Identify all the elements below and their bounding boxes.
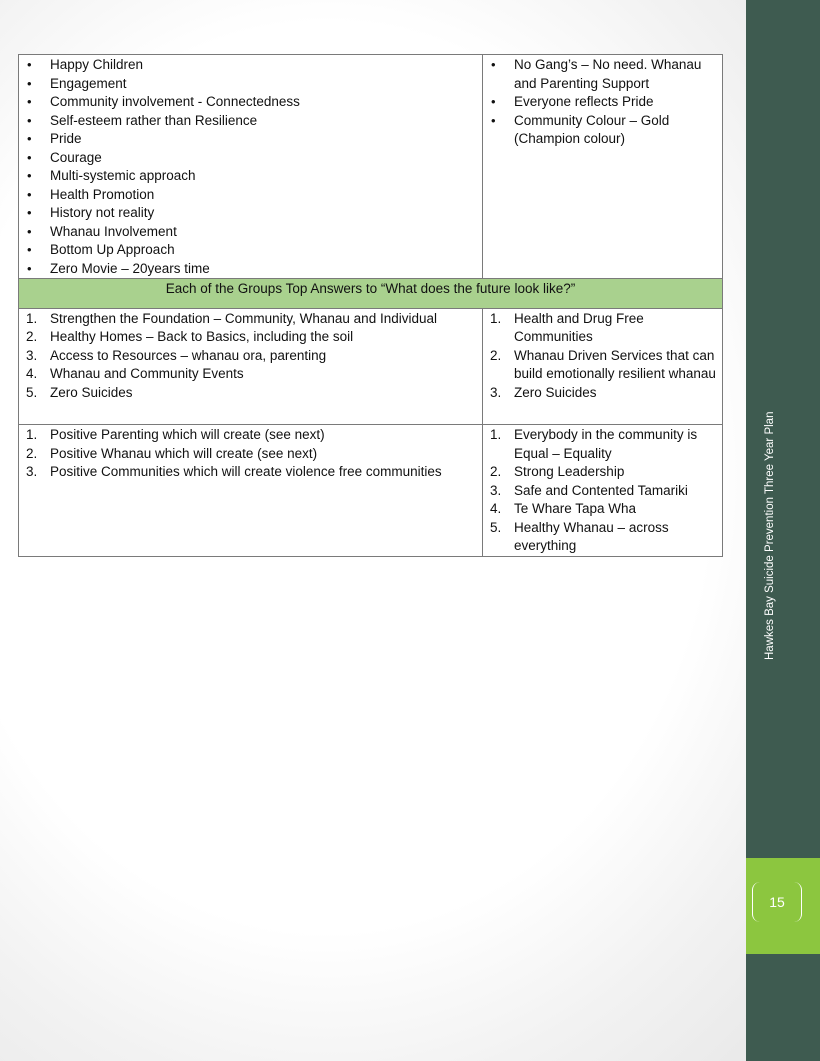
page-number: 15 [752, 882, 802, 922]
list-item-text: Whanau Driven Services that can build emotionally resilient whanau [514, 347, 716, 381]
list-item: • Zero Movie – 20years time [23, 260, 478, 279]
list-item: • Happy Children [23, 56, 478, 75]
list-item [487, 463, 718, 482]
list-number: 1. [490, 310, 502, 326]
list-number: 2. [490, 464, 502, 479]
list-item-text: Positive Parenting which will create (see next) [50, 427, 325, 442]
list-item: • Health Promotion [23, 186, 478, 205]
bullet-list [23, 56, 478, 278]
list-number: 1. [26, 310, 38, 326]
table-row [19, 279, 723, 309]
list-item: • Self-esteem rather than Resilience [23, 112, 478, 131]
list-item: • Courage [23, 149, 478, 168]
list-number: 2. [26, 445, 38, 461]
list-item [487, 482, 718, 501]
list-item: • Engagement [23, 75, 478, 94]
bullet-list [487, 56, 718, 149]
list-item [23, 445, 478, 464]
future-table [18, 54, 723, 557]
list-item [487, 384, 718, 403]
list-item-text: Safe and Contented Tamariki [514, 482, 688, 498]
list-item-text: Everybody in the community is Equal – Equality [514, 427, 698, 461]
list-item [23, 365, 478, 384]
list-item: • No Gang’s – No need. Whanau and Parenting Support [487, 56, 718, 93]
table-cell [483, 308, 723, 425]
document-title: Hawkes Bay Suicide Prevention Three Year Plan [764, 411, 776, 660]
list-number: 2. [26, 329, 38, 344]
list-number: 4. [490, 501, 502, 516]
list-number: 3. [26, 347, 38, 363]
list-item [487, 500, 718, 519]
list-number: 1. [490, 427, 502, 442]
table-row [19, 308, 723, 425]
list-number: 3. [490, 482, 502, 498]
list-item: • Whanau Involvement [23, 223, 478, 242]
list-number: 3. [26, 464, 38, 479]
list-item-text: Healthy Whanau – across everything [514, 519, 669, 553]
list-item [487, 519, 718, 556]
list-item: • Community Colour – Gold (Champion colour) [487, 112, 718, 149]
list-item [487, 310, 718, 347]
list-item-text: Access to Resources – whanau ora, parenting [50, 347, 327, 363]
list-item: • History not reality [23, 204, 478, 223]
list-item-text: Healthy Homes – Back to Basics, including the soil [50, 329, 354, 344]
list-item [23, 463, 478, 482]
numbered-list [487, 310, 718, 403]
list-item [23, 384, 478, 403]
list-number: 1. [26, 427, 38, 442]
list-item [23, 426, 478, 445]
numbered-list [487, 426, 718, 556]
list-item [487, 347, 718, 384]
list-number: 4. [26, 366, 38, 381]
list-item [23, 328, 478, 347]
table-row [19, 55, 723, 279]
list-item [487, 426, 718, 463]
list-item: • Community involvement - Connectedness [23, 93, 478, 112]
list-number: 3. [490, 384, 502, 400]
list-item: • Pride [23, 130, 478, 149]
list-item [23, 310, 478, 329]
list-number: 5. [490, 519, 502, 535]
list-item-text: Positive Whanau which will create (see next) [50, 445, 318, 461]
list-item-text: Whanau and Community Events [50, 366, 244, 381]
list-number: 5. [26, 384, 38, 400]
list-item: • Multi-systemic approach [23, 167, 478, 186]
list-number: 2. [490, 347, 502, 363]
list-item-text: Strengthen the Foundation – Community, Whanau and Individual [50, 310, 437, 326]
list-item-text: Zero Suicides [514, 384, 597, 400]
table-cell [19, 308, 483, 425]
list-item-text: Zero Suicides [50, 384, 133, 400]
table-cell [19, 55, 483, 279]
table-cell [483, 425, 723, 557]
list-item: • Everyone reflects Pride [487, 93, 718, 112]
numbered-list [23, 310, 478, 403]
section-header: Each of the Groups Top Answers to “What does the future look like?” [19, 279, 723, 309]
list-item: • Bottom Up Approach [23, 241, 478, 260]
list-item [23, 347, 478, 366]
list-item-text: Strong Leadership [514, 464, 625, 479]
list-item-text: Te Whare Tapa Wha [514, 501, 637, 516]
table-cell [483, 55, 723, 279]
table-cell [19, 425, 483, 557]
list-item-text: Positive Communities which will create violence free communities [50, 464, 442, 479]
numbered-list [23, 426, 478, 482]
list-item-text: Health and Drug Free Communities [514, 310, 644, 344]
table-row [19, 425, 723, 557]
